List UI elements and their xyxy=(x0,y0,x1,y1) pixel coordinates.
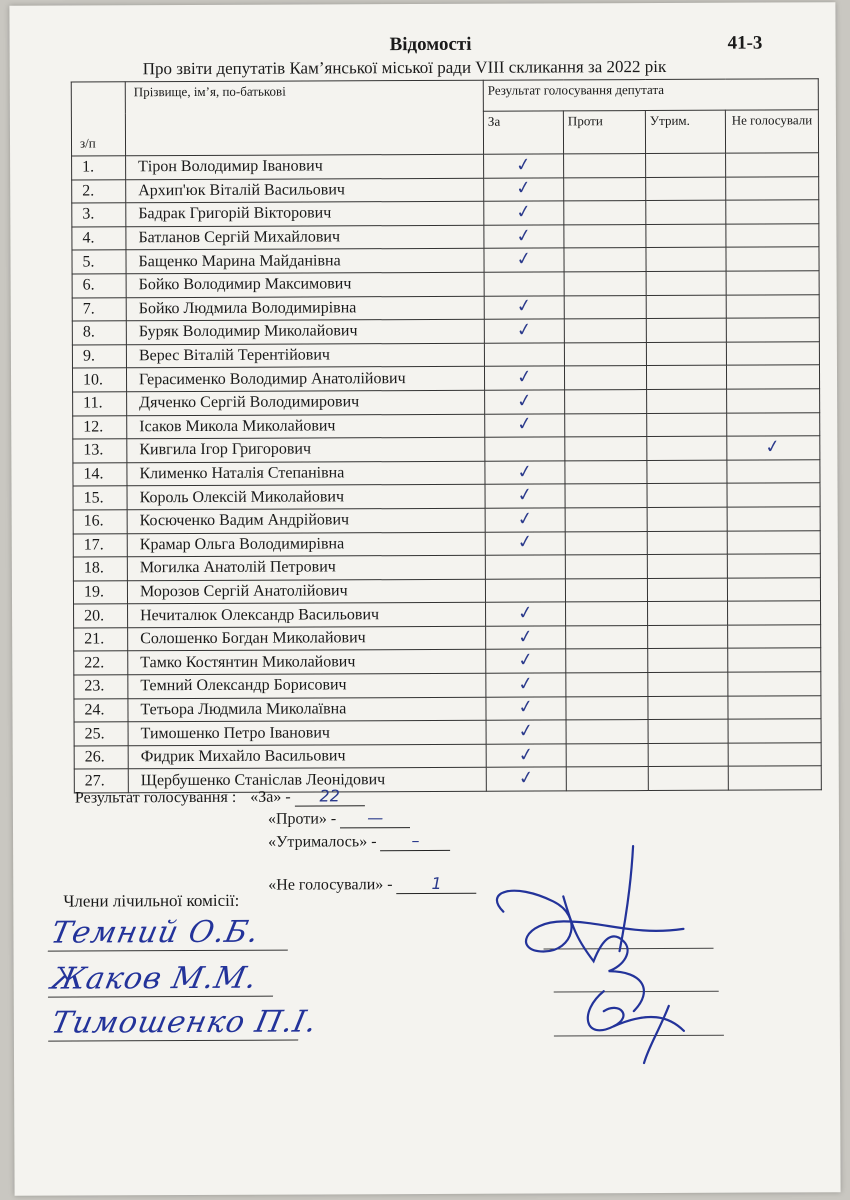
not-voted-value: 1 xyxy=(397,874,477,894)
table-row xyxy=(73,389,820,416)
results-label: Результат голосування : xyxy=(74,788,237,807)
check-mark-icon: ✓ xyxy=(517,719,535,743)
vote-not-voted-cell xyxy=(728,695,821,719)
check-mark-icon: ✓ xyxy=(516,507,535,531)
against-label: «Проти» - xyxy=(267,810,337,828)
vote-not-voted-cell xyxy=(727,530,820,554)
vote-for-cell xyxy=(485,555,565,579)
deputy-name: Архип'юк Віталій Васильович xyxy=(126,178,484,203)
vote-against-cell xyxy=(564,295,646,319)
abstain-value: – xyxy=(380,831,450,851)
header-number: з/п xyxy=(71,82,125,156)
vote-for-cell xyxy=(484,272,564,296)
table-row xyxy=(72,176,819,203)
vote-against-cell xyxy=(566,720,648,744)
check-mark-icon: ✓ xyxy=(764,435,783,459)
vote-for-cell xyxy=(486,673,566,697)
check-mark-icon: ✓ xyxy=(516,648,535,672)
vote-for-cell xyxy=(484,319,564,343)
vote-against-cell xyxy=(564,319,646,343)
vote-abstain-cell xyxy=(647,554,727,578)
vote-not-voted-cell xyxy=(726,294,819,318)
vote-against-cell xyxy=(564,201,646,225)
vote-for-cell xyxy=(486,626,566,650)
row-number: 12. xyxy=(73,415,127,439)
row-number: 17. xyxy=(73,533,127,557)
vote-for-cell xyxy=(484,295,564,319)
vote-abstain-cell xyxy=(646,318,726,342)
vote-not-voted-cell xyxy=(727,389,820,413)
row-number: 27. xyxy=(74,769,128,793)
deputy-name: Бадрак Григорій Вікторович xyxy=(126,201,484,226)
vote-for-cell xyxy=(485,579,565,603)
check-mark-icon: ✓ xyxy=(514,200,533,224)
deputy-name: Кивгила Ігор Григорович xyxy=(127,437,485,462)
vote-against-cell xyxy=(564,366,646,390)
check-mark-icon: ✓ xyxy=(516,625,535,649)
header-against: Проти xyxy=(563,111,645,154)
vote-for-cell xyxy=(484,225,564,249)
table-row xyxy=(73,554,820,581)
deputy-name: Буряк Володимир Миколайович xyxy=(126,319,484,344)
vote-not-voted-cell xyxy=(727,483,820,507)
vote-for-cell xyxy=(486,649,566,673)
deputy-name: Крамар Ольга Володимирівна xyxy=(127,532,485,557)
vote-not-voted-cell xyxy=(727,459,820,483)
deputy-name: Тимошенко Петро Іванович xyxy=(128,720,486,745)
not-voted-label: «Не голосували» - xyxy=(268,876,393,894)
check-mark-icon: ✓ xyxy=(516,672,535,696)
check-mark-icon: ✓ xyxy=(516,601,535,625)
deputy-name: Батланов Сергій Михайлович xyxy=(126,225,484,250)
table-row xyxy=(73,459,820,486)
table-row xyxy=(72,318,819,345)
deputy-name: Фидрик Михайло Васильович xyxy=(128,744,486,769)
deputy-name: Нечиталюк Олександр Васильович xyxy=(128,603,486,628)
for-value: 22 xyxy=(295,786,365,806)
table-row xyxy=(72,294,819,321)
vote-against-cell xyxy=(564,248,646,272)
row-number: 25. xyxy=(74,722,128,746)
table-row xyxy=(73,412,820,439)
voting-table xyxy=(71,78,822,793)
deputy-name: Бойко Людмила Володимирівна xyxy=(126,296,484,321)
vote-for-cell xyxy=(485,484,565,508)
vote-not-voted-cell xyxy=(726,247,819,271)
row-number: 14. xyxy=(73,463,127,487)
deputy-name: Тетьора Людмила Миколаївна xyxy=(128,697,486,722)
vote-abstain-cell xyxy=(647,413,727,437)
table-row xyxy=(72,247,819,274)
vote-abstain-cell xyxy=(646,224,726,248)
vote-against-cell xyxy=(564,177,646,201)
check-mark-icon: ✓ xyxy=(515,365,534,389)
vote-not-voted-cell xyxy=(728,743,821,767)
row-number: 16. xyxy=(73,510,127,534)
vote-not-voted-cell xyxy=(728,625,821,649)
deputy-name: Король Олексій Миколайович xyxy=(127,485,485,510)
row-number: 13. xyxy=(73,439,127,463)
table-row xyxy=(73,577,820,604)
row-number: 7. xyxy=(72,297,126,321)
vote-abstain-cell xyxy=(648,601,728,625)
check-mark-icon: ✓ xyxy=(515,389,534,413)
row-number: 2. xyxy=(72,179,126,203)
vote-for-cell xyxy=(486,697,566,721)
vote-for-cell xyxy=(485,531,565,555)
row-number: 20. xyxy=(74,604,128,628)
document-page xyxy=(9,2,840,1196)
vote-not-voted-cell xyxy=(726,176,819,200)
vote-for-cell xyxy=(485,413,565,437)
table-row xyxy=(72,271,819,298)
deputy-name: Тамко Костянтин Миколайович xyxy=(128,650,486,675)
check-mark-icon: ✓ xyxy=(516,696,535,719)
vote-for-cell xyxy=(486,744,566,768)
vote-not-voted-cell xyxy=(728,719,821,743)
row-number: 3. xyxy=(72,203,126,227)
vote-against-cell xyxy=(566,649,648,673)
row-number: 26. xyxy=(74,746,128,770)
vote-not-voted-cell xyxy=(726,153,819,177)
check-mark-icon: ✓ xyxy=(517,743,536,767)
vote-against-cell xyxy=(565,507,647,531)
row-number: 15. xyxy=(73,486,127,510)
vote-abstain-cell xyxy=(648,696,728,720)
vote-abstain-cell xyxy=(647,578,727,602)
voting-table-body xyxy=(72,153,822,793)
deputy-name: Клименко Наталія Степанівна xyxy=(127,461,485,486)
vote-abstain-cell xyxy=(646,366,726,390)
vote-abstain-cell xyxy=(647,507,727,531)
vote-against-cell xyxy=(566,625,648,649)
table-row xyxy=(73,507,820,534)
vote-against-cell xyxy=(566,743,648,767)
row-number: 1. xyxy=(72,156,126,180)
vote-abstain-cell xyxy=(648,743,728,767)
table-row xyxy=(73,483,820,510)
commission-member-signature: Темний О.Б. xyxy=(48,915,295,952)
signature-lines xyxy=(9,2,835,6)
vote-against-cell xyxy=(564,154,646,178)
deputy-name: Тірон Володимир Іванович xyxy=(126,154,484,179)
row-number: 22. xyxy=(74,651,128,675)
vote-against-cell xyxy=(565,413,647,437)
vote-not-voted-cell xyxy=(727,412,820,436)
vote-not-voted-cell xyxy=(728,672,821,696)
abstain-label: «Утрималось» - xyxy=(268,833,377,851)
deputy-name: Темний Олександр Борисович xyxy=(128,673,486,698)
check-mark-icon: ✓ xyxy=(515,294,534,318)
vote-not-voted-cell xyxy=(726,224,819,248)
check-mark-icon: ✓ xyxy=(514,247,533,271)
check-mark-icon: ✓ xyxy=(515,318,534,342)
vote-not-voted-cell xyxy=(727,577,820,601)
vote-for-cell xyxy=(485,437,565,461)
vote-abstain-cell xyxy=(646,248,726,272)
vote-against-cell xyxy=(565,484,647,508)
for-label: «За» - xyxy=(250,788,291,806)
check-mark-icon: ✓ xyxy=(516,530,535,554)
commission-member-signature: Тимошенко П.І. xyxy=(48,1004,321,1041)
deputy-name: Бойко Володимир Максимович xyxy=(126,272,484,297)
vote-for-cell xyxy=(486,720,566,744)
vote-against-cell xyxy=(566,602,648,626)
vote-for-cell xyxy=(484,248,564,272)
vote-not-voted-cell xyxy=(728,648,821,672)
table-row xyxy=(74,719,821,746)
vote-not-voted-cell xyxy=(728,766,821,790)
vote-not-voted-cell xyxy=(726,365,819,389)
deputy-name: Щербушенко Станіслав Леонідович xyxy=(128,768,486,793)
vote-against-cell xyxy=(565,437,647,461)
vote-abstain-cell xyxy=(646,200,726,224)
vote-abstain-cell xyxy=(646,177,726,201)
chairman-signature xyxy=(483,841,724,1072)
table-row xyxy=(72,365,819,392)
vote-abstain-cell xyxy=(646,153,726,177)
vote-not-voted-cell xyxy=(726,342,819,366)
header-not-voted: Не голосували xyxy=(725,110,818,153)
table-row xyxy=(72,153,819,180)
header-name: Прізвище, ім’я, по-батькові xyxy=(125,80,483,156)
vote-against-cell xyxy=(565,460,647,484)
vote-abstain-cell xyxy=(647,460,727,484)
deputy-name: Герасименко Володимир Анатолійович xyxy=(126,367,484,392)
row-number: 24. xyxy=(74,698,128,722)
vote-not-voted-cell xyxy=(727,507,820,531)
document-code: 41-3 xyxy=(727,32,763,54)
document-subtitle: Про звіти депутатів Кам’янської міської ради VIII скликання за 2022 рік xyxy=(142,56,667,79)
row-number: 18. xyxy=(73,557,127,581)
vote-not-voted-cell xyxy=(727,554,820,578)
table-row xyxy=(72,342,819,369)
vote-for-cell xyxy=(484,201,564,225)
vote-against-cell xyxy=(565,531,647,555)
vote-abstain-cell xyxy=(647,531,727,555)
deputy-name: Дяченко Сергій Володимирович xyxy=(127,390,485,415)
check-mark-icon: ✓ xyxy=(514,224,533,248)
row-number: 9. xyxy=(72,345,126,369)
vote-not-voted-cell xyxy=(727,436,820,460)
row-number: 5. xyxy=(72,250,126,274)
vote-for-cell xyxy=(485,390,565,414)
vote-for-cell xyxy=(484,177,564,201)
vote-abstain-cell xyxy=(646,271,726,295)
check-mark-icon: ✓ xyxy=(514,176,533,200)
vote-abstain-cell xyxy=(646,295,726,319)
row-number: 4. xyxy=(72,227,126,251)
vote-abstain-cell xyxy=(647,436,727,460)
vote-abstain-cell xyxy=(647,483,727,507)
deputy-name: Бащенко Марина Майданівна xyxy=(126,249,484,274)
against-value: — xyxy=(340,808,410,828)
vote-not-voted-cell xyxy=(726,271,819,295)
vote-abstain-cell xyxy=(647,389,727,413)
vote-for-cell xyxy=(486,602,566,626)
vote-for-cell xyxy=(484,343,564,367)
table-row xyxy=(72,224,819,251)
vote-against-cell xyxy=(566,673,648,697)
table-row xyxy=(74,648,821,675)
table-row xyxy=(74,625,821,652)
vote-for-cell xyxy=(485,461,565,485)
vote-abstain-cell xyxy=(648,672,728,696)
vote-against-cell xyxy=(564,224,646,248)
deputy-name: Ісаков Микола Миколайович xyxy=(127,414,485,439)
document-title: Відомості xyxy=(389,33,472,56)
vote-for-cell xyxy=(484,366,564,390)
table-row xyxy=(74,695,821,722)
commission-member-signature: Жаков М.М. xyxy=(48,961,280,998)
vote-abstain-cell xyxy=(648,625,728,649)
vote-for-cell xyxy=(484,154,564,178)
vote-not-voted-cell xyxy=(728,601,821,625)
deputy-name: Солошенко Богдан Миколайович xyxy=(128,626,486,651)
vote-against-cell xyxy=(565,389,647,413)
vote-for-cell xyxy=(485,508,565,532)
header-result: Результат голосування депутата xyxy=(483,79,818,111)
check-mark-icon: ✓ xyxy=(515,460,534,484)
row-number: 21. xyxy=(74,628,128,652)
check-mark-icon: ✓ xyxy=(517,766,536,790)
vote-against-cell xyxy=(565,578,647,602)
check-mark-icon: ✓ xyxy=(514,153,533,177)
vote-not-voted-cell xyxy=(726,318,819,342)
row-number: 19. xyxy=(73,580,127,604)
deputy-name: Верес Віталій Терентійович xyxy=(126,343,484,368)
check-mark-icon: ✓ xyxy=(516,483,534,507)
deputy-name: Морозов Сергій Анатолійович xyxy=(127,579,485,604)
row-number: 6. xyxy=(72,274,126,298)
vote-against-cell xyxy=(564,272,646,296)
check-mark-icon: ✓ xyxy=(515,412,534,436)
row-number: 11. xyxy=(73,392,127,416)
row-number: 8. xyxy=(72,321,126,345)
table-row xyxy=(73,436,820,463)
row-number: 10. xyxy=(72,368,126,392)
vote-abstain-cell xyxy=(648,649,728,673)
table-row xyxy=(74,743,821,770)
vote-not-voted-cell xyxy=(726,200,819,224)
vote-abstain-cell xyxy=(646,342,726,366)
header-abstain: Утрим. xyxy=(645,110,725,153)
vote-abstain-cell xyxy=(648,719,728,743)
table-row xyxy=(74,601,821,628)
vote-against-cell xyxy=(564,342,646,366)
deputy-name: Косюченко Вадим Андрійович xyxy=(127,508,485,533)
header-for: За xyxy=(483,111,563,154)
commission-label: Члени лічильної комісії: xyxy=(63,890,240,911)
table-row xyxy=(73,530,820,557)
row-number: 23. xyxy=(74,675,128,699)
vote-against-cell xyxy=(565,555,647,579)
table-row xyxy=(72,200,819,227)
deputy-name: Могилка Анатолій Петрович xyxy=(127,555,485,580)
table-row xyxy=(74,672,821,699)
vote-against-cell xyxy=(566,696,648,720)
